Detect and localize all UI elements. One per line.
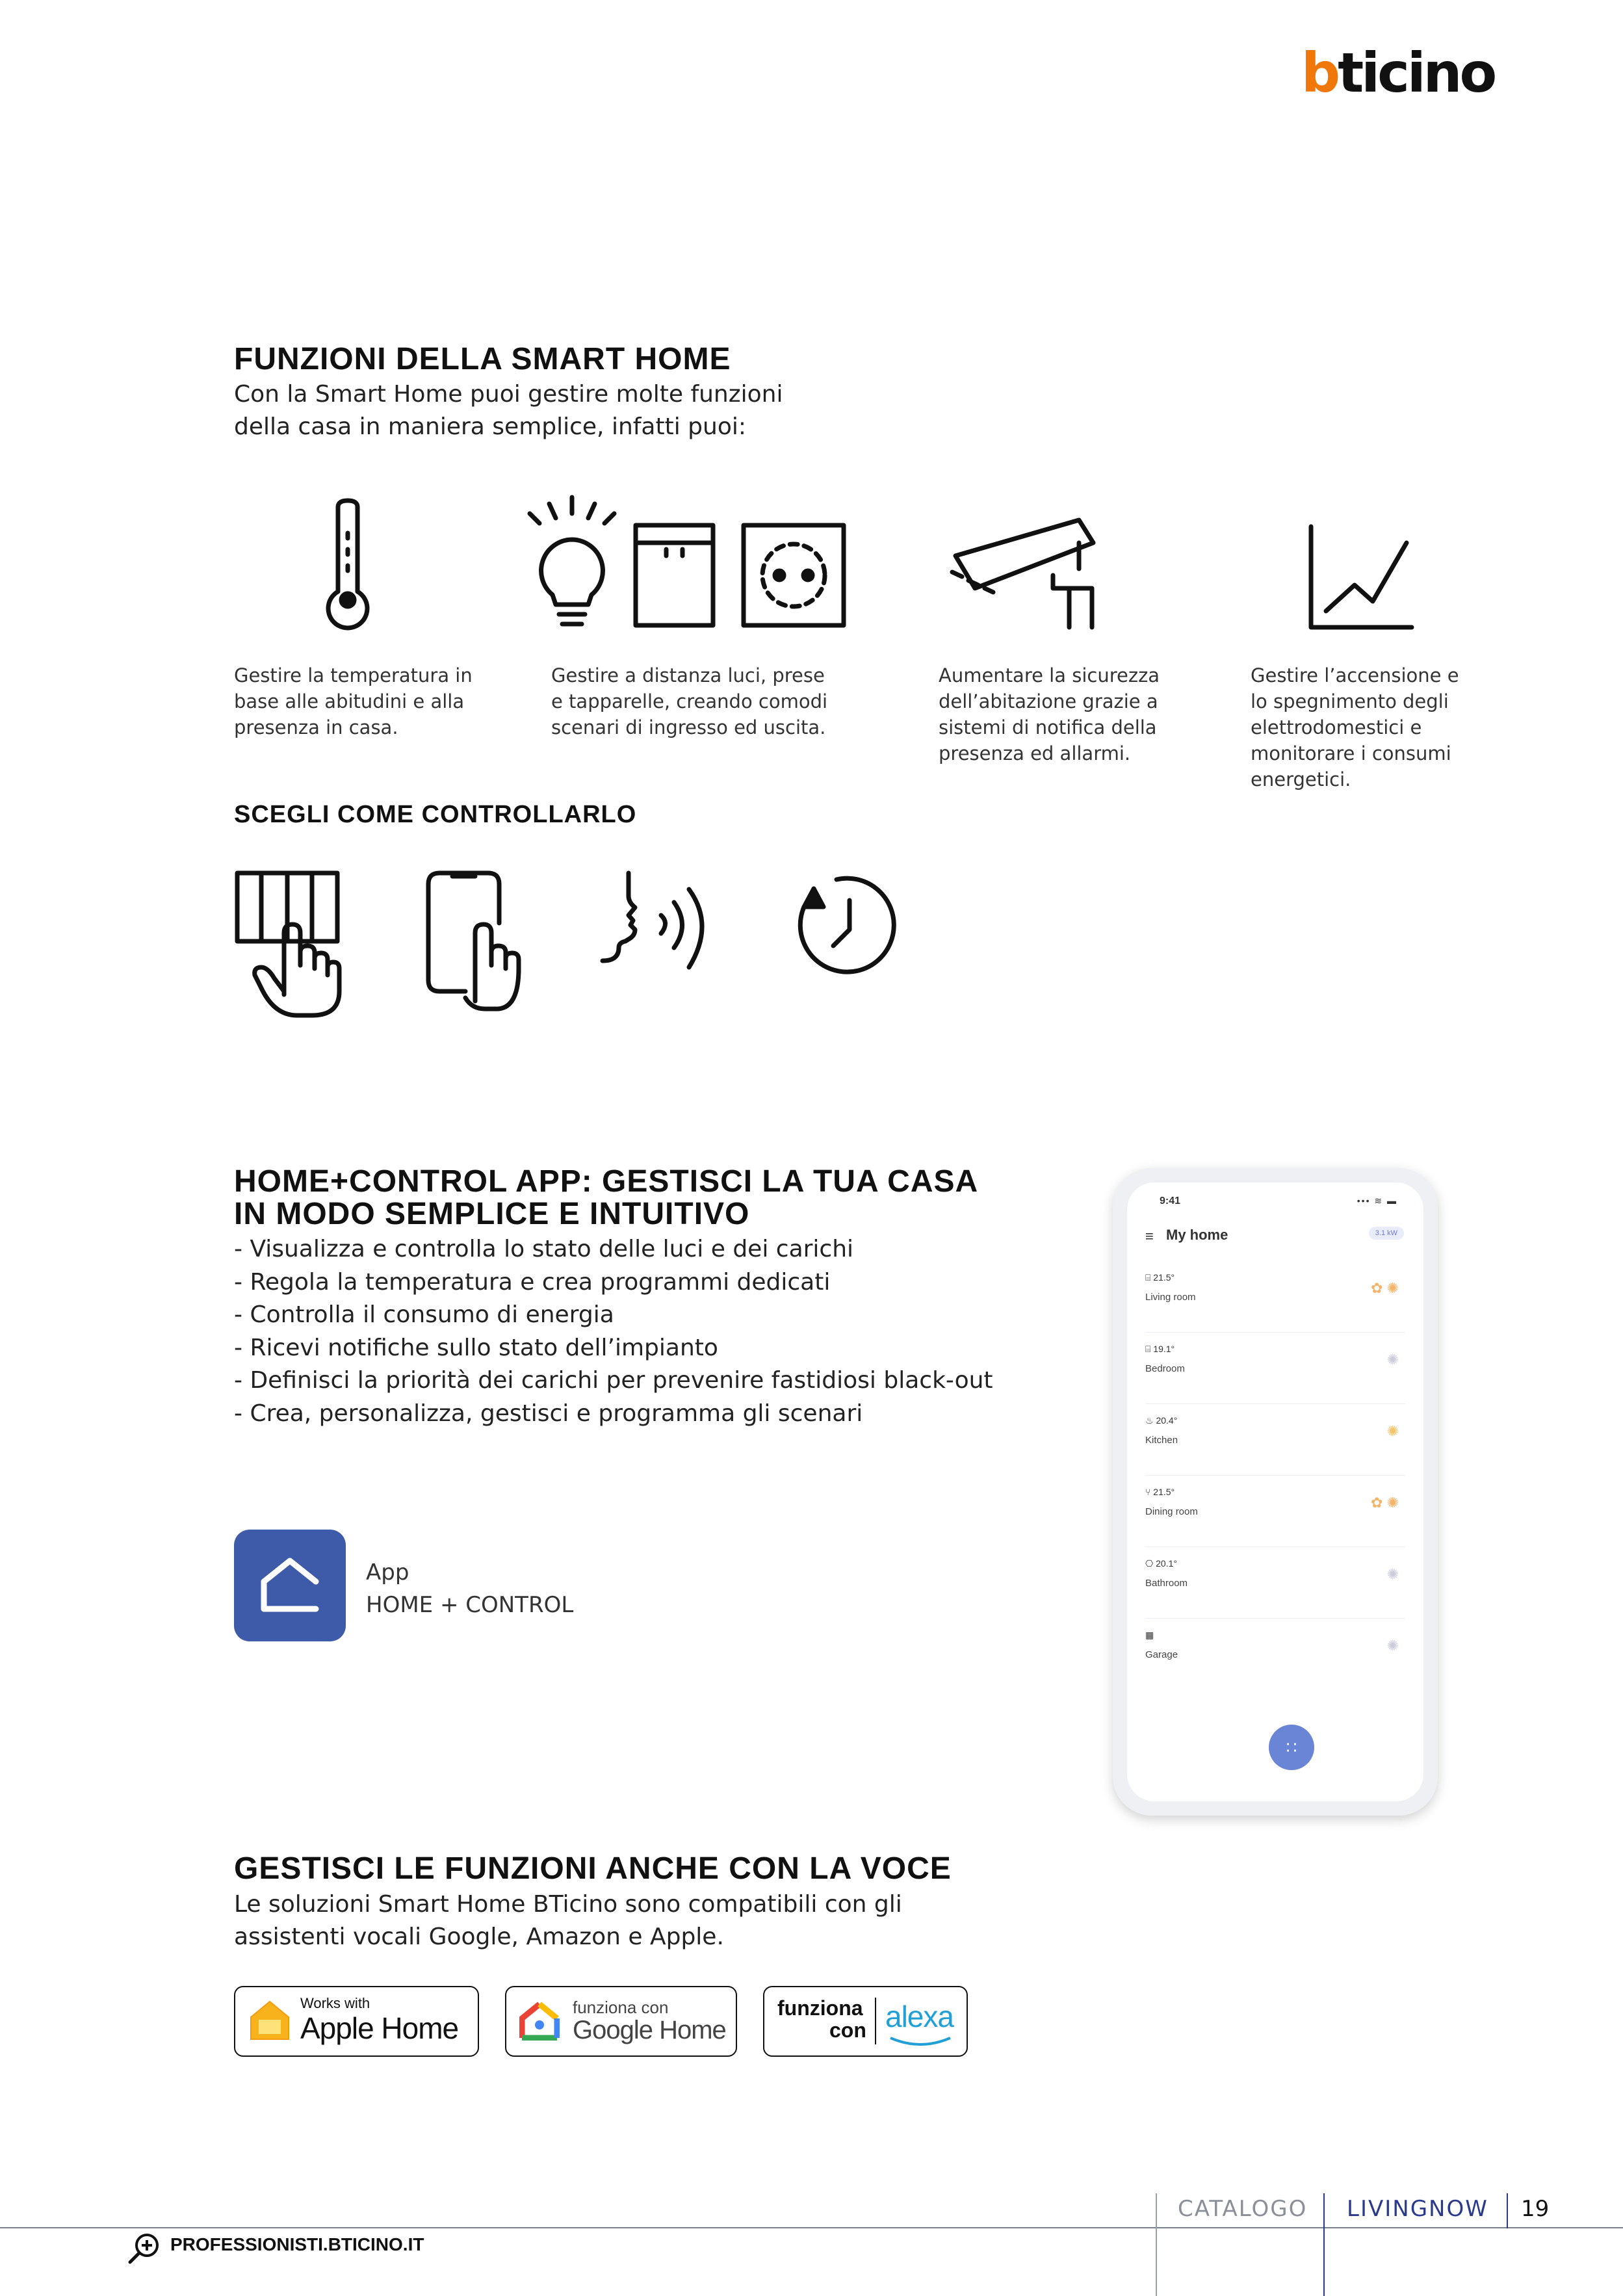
feature-line: Aumentare la sicurezza <box>939 664 1160 686</box>
room-temp-value: 21.5° <box>1153 1272 1175 1283</box>
alexa-badge-left-1: funziona <box>777 1996 863 2020</box>
footer-separator <box>1507 2193 1508 2228</box>
voice-lead-line-1: Le soluzioni Smart Home BTicino sono compatibili con gli <box>234 1891 902 1918</box>
feature-line: Gestire l’accensione e <box>1251 664 1459 686</box>
room-temp: ⌸ 19.1° <box>1145 1344 1175 1354</box>
alexa-badge-left-2: con <box>829 2018 866 2042</box>
room-temp-value: 21.5° <box>1153 1487 1175 1497</box>
room-name: Garage <box>1145 1649 1178 1660</box>
feature-text-lights <box>551 662 850 740</box>
feature-line: presenza in casa. <box>234 716 398 738</box>
section-lead-line-1: Con la Smart Home puoi gestire molte funzioni <box>234 381 783 408</box>
google-home-icon <box>519 2002 560 2041</box>
room-card[interactable] <box>1145 1260 1405 1333</box>
room-name: Living room <box>1145 1292 1196 1303</box>
feature-text-energy <box>1251 662 1511 792</box>
footer-catalog: CATALOGO <box>1178 2196 1308 2222</box>
bticino-logo <box>1301 41 1495 105</box>
section-title-app-line-2: IN MODO SEMPLICE E INTUITIVO <box>234 1197 750 1231</box>
list-item: - Definisci la priorità dei carichi per prevenire fastidiosi black-out <box>234 1364 993 1398</box>
room-temp-value: 20.1° <box>1156 1558 1177 1569</box>
section-title-app-line-1: HOME+CONTROL APP: GESTISCI LA TUA CASA <box>234 1164 979 1199</box>
footer-separator <box>1156 2193 1157 2296</box>
feature-line: presenza ed allarmi. <box>939 742 1131 764</box>
room-card[interactable] <box>1145 1546 1405 1619</box>
room-status-icons: ✺ <box>1386 1566 1399 1582</box>
switch-touch-icon <box>235 871 339 1017</box>
light-bulb-icon <box>523 494 621 631</box>
feature-line: lo spegnimento degli <box>1251 690 1449 712</box>
feature-text-security <box>939 662 1199 766</box>
feature-line: dell’abitazione grazie a <box>939 690 1158 712</box>
feature-line: base alle abitudini e alla <box>234 690 465 712</box>
status-icons: ••• ≋ ▬ <box>1357 1195 1397 1206</box>
room-status-icons: ✿ ✺ <box>1371 1280 1399 1296</box>
room-status-icons: ✿ ✺ <box>1371 1494 1399 1511</box>
room-temp: ♨ 20.4° <box>1145 1415 1178 1426</box>
page-number: 19 <box>1521 2196 1550 2222</box>
feature-line: e tapparelle, creando comodi <box>551 690 828 712</box>
home-control-app-icon[interactable] <box>234 1530 346 1641</box>
section-title-smart-home: FUNZIONI DELLA SMART HOME <box>234 342 731 376</box>
shutter-icon <box>634 523 715 627</box>
google-badge-small: funziona con <box>573 1998 669 2017</box>
app-label <box>366 1556 573 1621</box>
room-name: Kitchen <box>1145 1435 1178 1446</box>
room-temp: ▦ <box>1145 1630 1154 1640</box>
room-name: Bathroom <box>1145 1578 1188 1589</box>
alexa-badge <box>763 1986 968 2057</box>
phone-screen <box>1127 1182 1423 1801</box>
room-status-icons: ✺ <box>1386 1637 1399 1654</box>
list-item: - Ricevi notifiche sullo stato dell’impianto <box>234 1332 993 1365</box>
app-label-line-1: App <box>366 1559 409 1585</box>
feature-line: monitorare i consumi <box>1251 742 1451 764</box>
footer-series: LIVINGNOW <box>1347 2196 1488 2222</box>
room-temp-value: 20.4° <box>1156 1415 1178 1426</box>
status-time: 9:41 <box>1160 1195 1181 1207</box>
room-status-icons: ✺ <box>1386 1351 1399 1368</box>
smartphone-touch-icon <box>426 871 524 1011</box>
alexa-divider <box>875 1998 876 2044</box>
voice-icon <box>599 870 716 984</box>
footer-separator <box>1323 2193 1325 2296</box>
thermometer-icon <box>325 501 370 631</box>
scenarios-fab-button[interactable]: ∷ <box>1269 1725 1314 1770</box>
feature-line: energetici. <box>1251 768 1351 790</box>
feature-text-temperature <box>234 662 494 740</box>
alexa-badge-right: alexa <box>885 2000 954 2033</box>
room-card[interactable] <box>1145 1475 1405 1547</box>
list-item: - Controlla il consumo di energia <box>234 1299 993 1332</box>
app-label-line-2: HOME + CONTROL <box>366 1592 574 1618</box>
room-name: Bedroom <box>1145 1363 1185 1374</box>
socket-icon <box>742 523 846 627</box>
app-features-list <box>234 1233 993 1430</box>
google-home-badge <box>505 1986 737 2057</box>
list-item: - Crea, personalizza, gestisci e programma gli scenari <box>234 1398 993 1431</box>
phone-title: My home <box>1166 1227 1228 1243</box>
room-temp-value: 19.1° <box>1153 1344 1175 1354</box>
feature-line: elettrodomestici e <box>1251 716 1422 738</box>
phone-mockup <box>1113 1168 1438 1816</box>
feature-line: sistemi di notifica della <box>939 716 1157 738</box>
apple-badge-big: Apple Home <box>300 2011 459 2045</box>
timer-icon <box>794 874 902 978</box>
room-card[interactable] <box>1145 1332 1405 1404</box>
logo-rest: ticino <box>1338 41 1495 105</box>
energy-chart-icon <box>1308 523 1412 631</box>
feature-line: Gestire a distanza luci, prese <box>551 664 825 686</box>
house-icon <box>234 1530 346 1641</box>
voice-lead-line-2: assistenti vocali Google, Amazon e Apple. <box>234 1924 724 1950</box>
menu-icon[interactable]: ≡ <box>1145 1228 1154 1244</box>
website-link[interactable]: PROFESSIONISTI.BTICINO.IT <box>170 2234 424 2254</box>
google-badge-big: Google Home <box>573 2016 726 2044</box>
alexa-smile-icon <box>888 2035 953 2048</box>
apple-badge-small: Works with <box>300 1995 370 2011</box>
apple-home-icon <box>248 1999 291 2042</box>
section-lead-line-2: della casa in maniera semplice, infatti puoi: <box>234 413 746 440</box>
power-badge: 3.1 kW <box>1369 1227 1404 1240</box>
room-card[interactable] <box>1145 1403 1405 1476</box>
room-name: Dining room <box>1145 1506 1198 1517</box>
feature-line: Gestire la temperatura in <box>234 664 473 686</box>
room-card[interactable] <box>1145 1618 1405 1689</box>
section-title-voice: GESTISCI LE FUNZIONI ANCHE CON LA VOCE <box>234 1851 952 1886</box>
security-camera-icon <box>949 517 1098 631</box>
room-temp: ⑂ 21.5° <box>1145 1487 1175 1497</box>
room-temp: ⌸ 21.5° <box>1145 1272 1175 1283</box>
section-title-control: SCEGLI COME CONTROLLARLO <box>234 801 637 828</box>
feature-line: scenari di ingresso ed uscita. <box>551 716 826 738</box>
list-item: - Visualizza e controlla lo stato delle luci e dei carichi <box>234 1233 993 1266</box>
footer-divider <box>0 2227 1623 2228</box>
room-status-icons: ✺ <box>1386 1423 1399 1439</box>
apple-home-badge <box>234 1986 479 2057</box>
logo-b: b <box>1301 41 1338 105</box>
zoom-search-icon <box>127 2231 161 2265</box>
list-item: - Regola la temperatura e crea programmi dedicati <box>234 1266 993 1299</box>
room-temp: ⎔ 20.1° <box>1145 1558 1177 1569</box>
